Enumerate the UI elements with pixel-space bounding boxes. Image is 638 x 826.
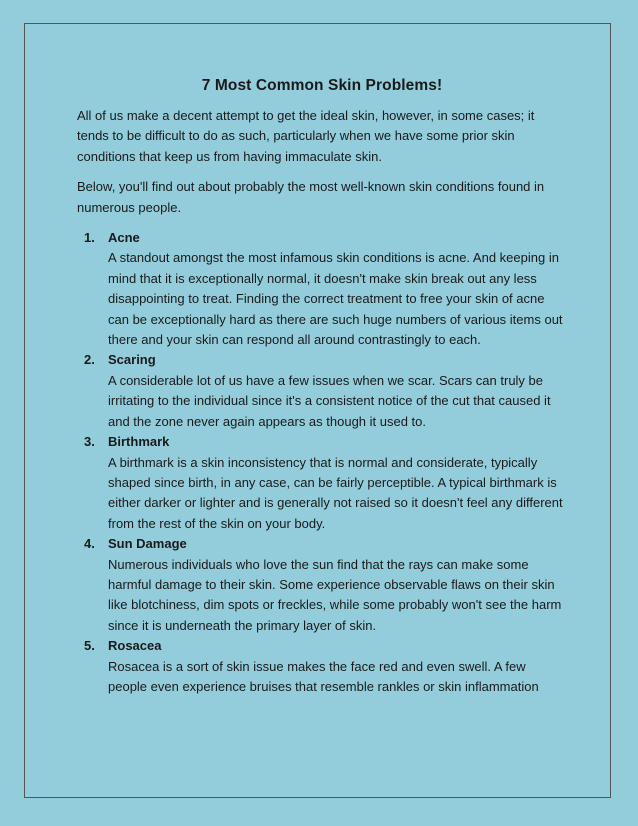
list-item-title: Sun Damage (108, 536, 187, 552)
list-item (77, 534, 567, 636)
list-number: 3. (84, 434, 95, 450)
list-item-title: Rosacea (108, 638, 162, 654)
list-item (77, 636, 567, 697)
list-number: 5. (84, 638, 95, 654)
skin-problems-list (77, 228, 567, 697)
list-item-text: Numerous individuals who love the sun find that the rays can make some harmful damage to their skin. Some experience observable flaws on their skin like blotchiness, dim spots or freckles, while some probably won't see the harm since it is underneath the primary layer of skin. (108, 556, 562, 633)
list-number: 4. (84, 536, 95, 552)
list-item (77, 350, 567, 432)
document-title: 7 Most Common Skin Problems! (201, 77, 443, 94)
list-number: 2. (84, 352, 95, 368)
list-item-text: A birthmark is a skin inconsistency that is normal and considerate, typically shaped since birth, in any case, can be fairly perceptible. A typical birthmark is either darker or lighter and is generally not raised so it doesn't feel any different from the rest of the skin on your body. (108, 454, 563, 531)
document-body (77, 76, 567, 697)
list-item-title: Acne (108, 230, 140, 246)
list-item (77, 228, 567, 350)
list-item-title: Birthmark (108, 434, 170, 450)
list-item (77, 432, 567, 534)
list-item-text: Rosacea is a sort of skin issue makes the face red and even swell. A few people even experience bruises that resemble rankles or skin inflammation (108, 658, 539, 694)
intro-paragraph: Below, you'll find out about probably the most well-known skin conditions found in numerous people. (77, 179, 545, 215)
list-number: 1. (84, 230, 95, 246)
list-item-text: A considerable lot of us have a few issues when we scar. Scars can truly be irritating to the individual since it's a consistent notice of the cut that caused it and the zone never again appears as though it used to. (108, 372, 551, 429)
list-item-title: Scaring (108, 352, 156, 368)
list-item-text: A standout amongst the most infamous skin conditions is acne. And keeping in mind that it is exceptionally normal, it doesn't make skin break out any less disappointing to treat. Finding the correct treatment to free your skin of acne can be exceptionally hard as there are such huge numbers of various items out there and your skin can respond all around contrastingly to each. (108, 250, 563, 348)
intro-paragraph: All of us make a decent attempt to get the ideal skin, however, in some cases; it tends to be difficult to do as such, particularly when we have some prior skin conditions that keep us from having immaculate skin. (77, 108, 535, 164)
